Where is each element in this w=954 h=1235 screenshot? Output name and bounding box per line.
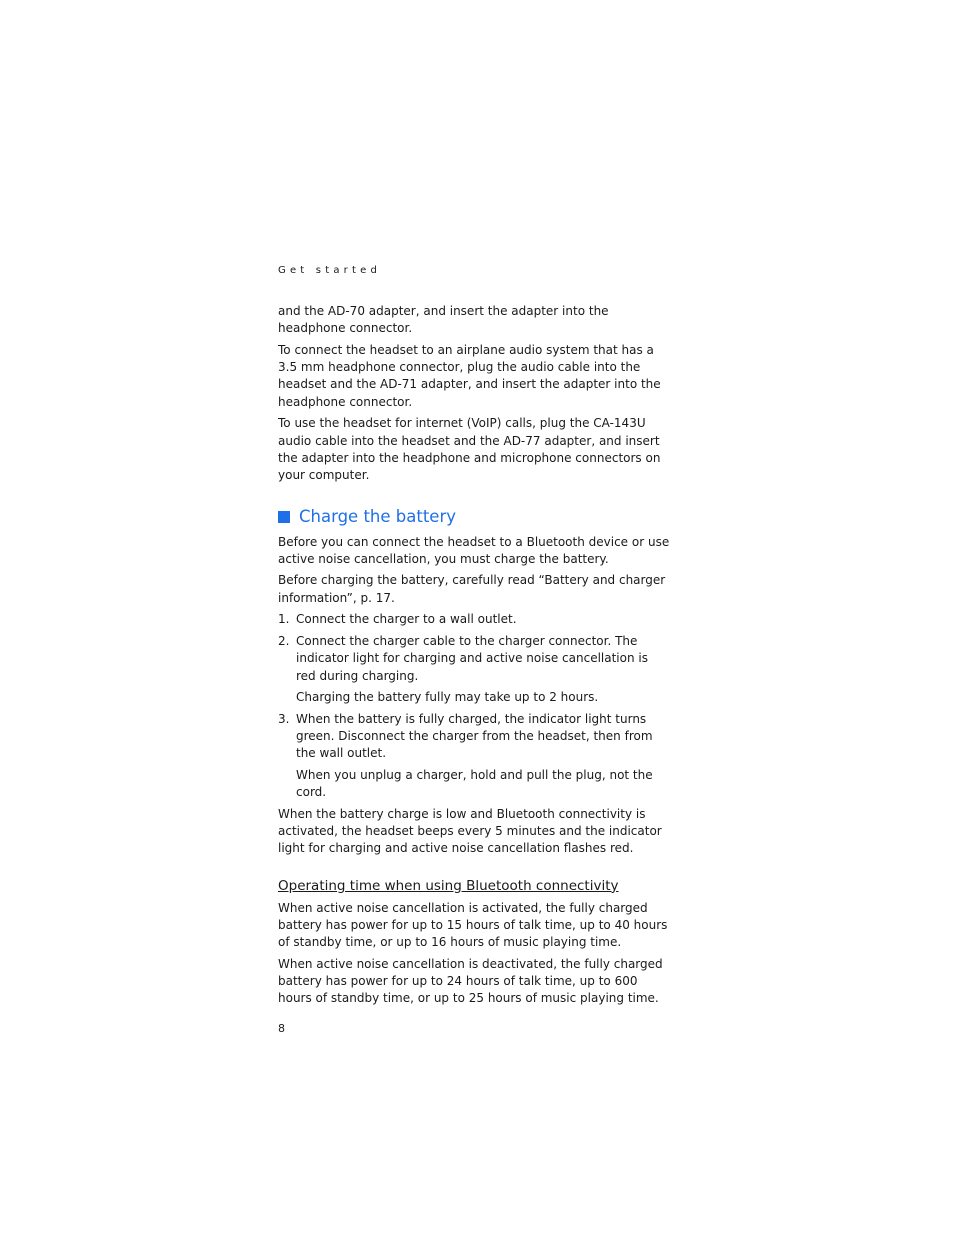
section-heading-text: Charge the battery: [299, 506, 456, 526]
page-number: 8: [278, 1021, 285, 1035]
list-item: [278, 633, 670, 706]
paragraph: To connect the headset to an airplane audio system that has a 3.5 mm headphone connector, plug the audio cable into the headset and the AD-71 adapter, and insert the adapter into the headphone connector.: [278, 342, 661, 409]
paragraph: To use the headset for internet (VoIP) calls, plug the CA-143U audio cable into the headset and the AD-77 adapter, and insert the adapter into the headphone and microphone connectors on your computer.: [278, 416, 661, 483]
steps-list: [278, 611, 670, 801]
running-head: Get started: [278, 265, 381, 276]
step-note: Charging the battery fully may take up to 2 hours.: [296, 690, 599, 705]
list-item: [278, 611, 670, 628]
step-text: Connect the charger to a wall outlet.: [296, 612, 517, 627]
subheading: Operating time when using Bluetooth connectivity: [278, 877, 619, 894]
section-heading: [278, 506, 670, 528]
document-page: [278, 263, 670, 1035]
paragraph: and the AD-70 adapter, and insert the adapter into the headphone connector.: [278, 304, 609, 336]
step-text: When the battery is fully charged, the indicator light turns green. Disconnect the charger from the headset, then from the wall outlet.: [296, 711, 653, 761]
paragraph: When active noise cancellation is deactivated, the fully charged battery has power for up to 24 hours of talk time, up to 600 hours of standby time, or up to 25 hours of music playing time.: [278, 956, 663, 1006]
step-note: When you unplug a charger, hold and pull the plug, not the cord.: [296, 767, 653, 800]
paragraph: Before charging the battery, carefully read “Battery and charger information”, p. 17.: [278, 573, 666, 605]
step-text: Connect the charger cable to the charger connector. The indicator light for charging and active noise cancellation is red during charging.: [296, 633, 648, 683]
step-number: 3.: [278, 711, 290, 726]
paragraph: When active noise cancellation is activated, the fully charged battery has power for up to 15 hours of talk time, up to 40 hours of standby time, or up to 16 hours of music playing time.: [278, 900, 668, 950]
paragraph: When the battery charge is low and Bluetooth connectivity is activated, the headset beeps every 5 minutes and the indicator light for charging and active noise cancellation flashes red.: [278, 806, 662, 856]
heading-square-icon: [278, 511, 290, 523]
list-item: [278, 711, 670, 802]
step-number: 1.: [278, 612, 290, 627]
paragraph: Before you can connect the headset to a Bluetooth device or use active noise cancellation, you must charge the battery.: [278, 534, 670, 566]
step-number: 2.: [278, 633, 290, 648]
